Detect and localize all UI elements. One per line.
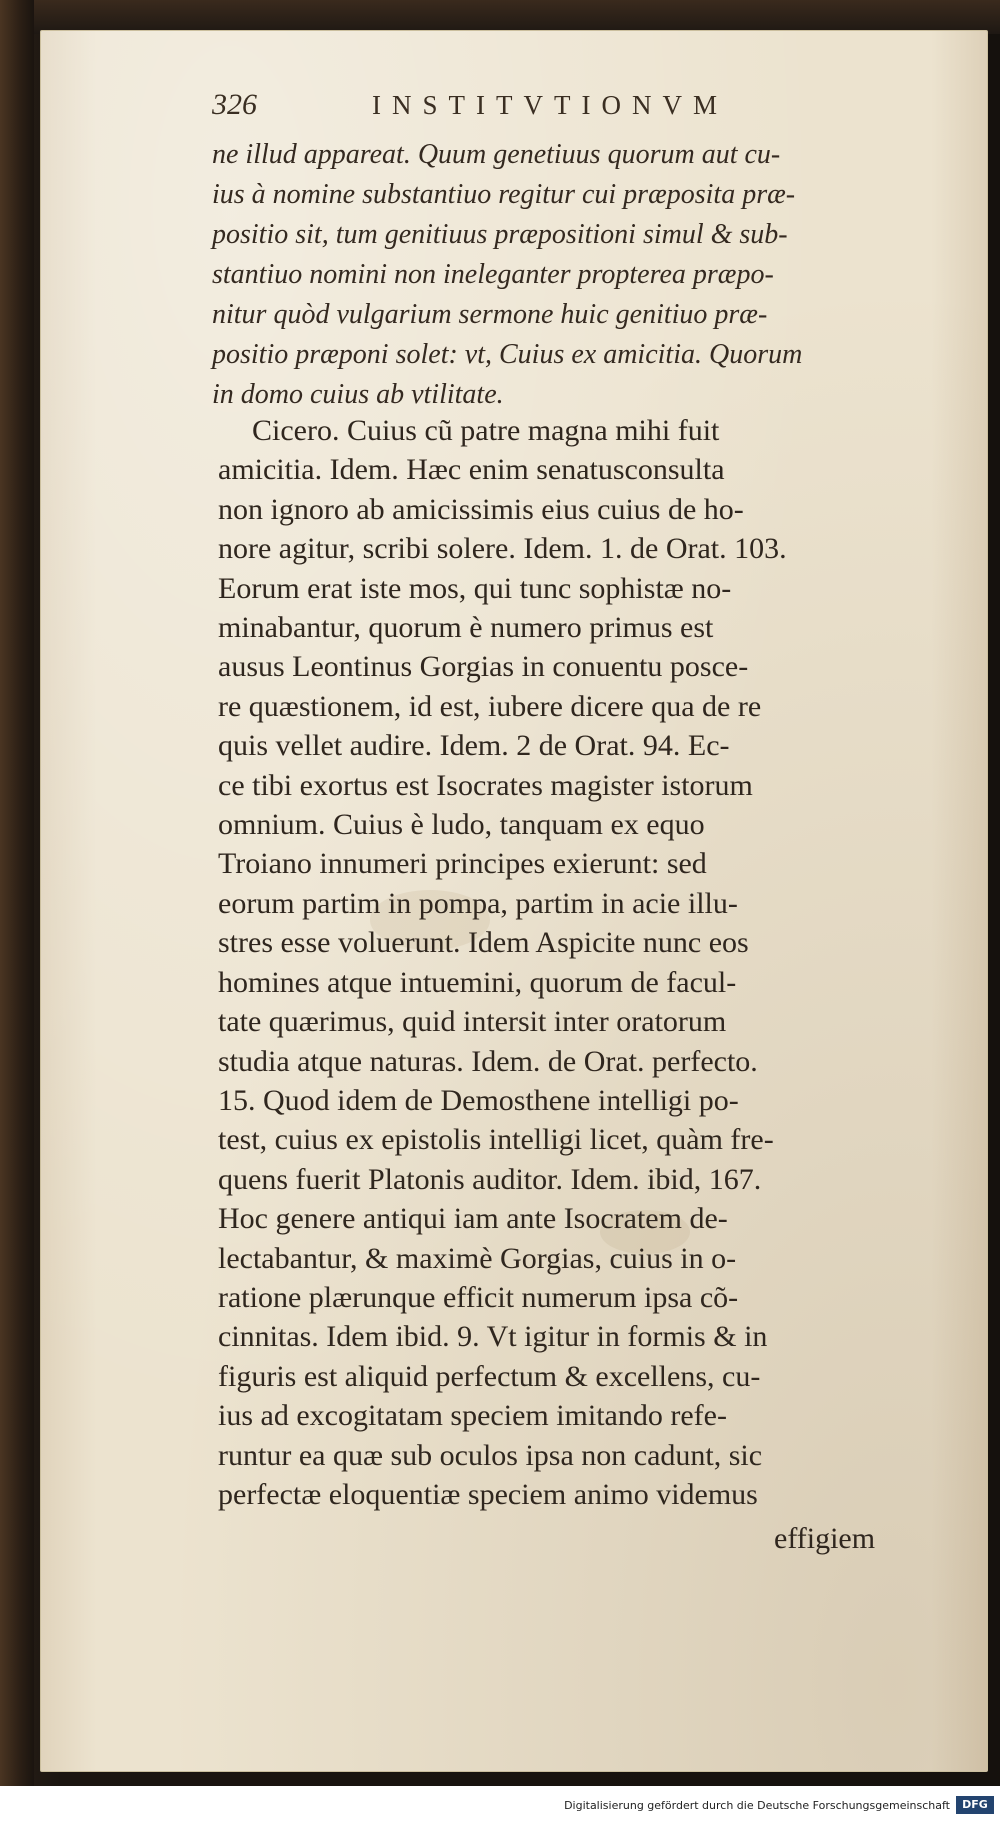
text-line: Eorum erat iste mos, qui tunc sophistæ no- <box>218 571 732 605</box>
text-line: stantiuo nomini non ineleganter propterea præpo- <box>212 259 774 290</box>
text-line: homines atque intuemini, quorum de facul- <box>218 965 737 999</box>
text-line: runtur ea quæ sub oculos ipsa non cadunt, sic <box>218 1438 763 1472</box>
text-line: positio præponi solet: vt, Cuius ex amicitia. Quorum <box>212 339 803 370</box>
book-spine-edge <box>0 0 34 1822</box>
text-line: 15. Quod idem de Demosthene intelligi po- <box>218 1083 739 1117</box>
text-line: studia atque naturas. Idem. de Orat. perfecto. <box>218 1044 758 1078</box>
text-line: non ignoro ab amicissimis eius cuius de ho- <box>218 492 744 526</box>
text-line: stres esse voluerunt. Idem Aspicite nunc eos <box>218 926 749 960</box>
text-line: Hoc genere antiqui iam ante Isocratem de- <box>218 1202 728 1236</box>
text-line: in domo cuius ab vtilitate. <box>212 379 504 410</box>
text-line: omnium. Cuius è ludo, tanquam ex equo <box>218 808 705 842</box>
text-line: nore agitur, scribi solere. Idem. 1. de Orat. 103. <box>218 532 787 566</box>
text-line: quens fuerit Platonis auditor. Idem. ibid, 167. <box>218 1162 762 1196</box>
body-paragraph <box>218 411 908 1514</box>
dfg-logo-icon: DFG <box>956 1796 994 1814</box>
funding-credit: Digitalisierung gefördert durch die Deutsche Forschungsgemeinschaft <box>564 1799 950 1812</box>
text-line: perfectæ eloquentiæ speciem animo videmus <box>218 1477 758 1511</box>
book-cover-edge <box>0 0 1000 34</box>
text-line: tate quærimus, quid intersit inter oratorum <box>218 1005 727 1039</box>
catchword: effigiem <box>774 1522 876 1555</box>
text-line: re quæstionem, id est, iubere dicere qua de re <box>218 689 762 723</box>
text-line: ratione plærunque efficit numerum ipsa cõ- <box>218 1280 739 1314</box>
italic-paragraph <box>212 135 902 415</box>
text-line: nitur quòd vulgarium sermone huic genitiuo præ- <box>212 299 768 330</box>
text-line: quis vellet audire. Idem. 2 de Orat. 94. Ec- <box>218 729 730 763</box>
text-line: ius ad excogitatam speciem imitando refe- <box>218 1399 727 1433</box>
text-line: cinnitas. Idem ibid. 9. Vt igitur in formis & in <box>218 1320 768 1354</box>
text-line: Troiano innumeri principes exierunt: sed <box>218 847 707 881</box>
text-line: test, cuius ex epistolis intelligi licet, quàm fre- <box>218 1123 774 1157</box>
text-line: minabantur, quorum è numero primus est <box>218 611 714 645</box>
text-line: ausus Leontinus Gorgias in conuentu posce- <box>218 650 749 684</box>
text-line: eorum partim in pompa, partim in acie illu- <box>218 886 738 920</box>
page-number: 326 <box>212 88 257 121</box>
text-line: figuris est aliquid perfectum & excellens, cu- <box>218 1359 761 1393</box>
text-line: Cicero. Cuius cũ patre magna mihi fuit <box>252 414 720 447</box>
running-title: INSTITVTIONVM <box>372 90 728 120</box>
text-line: amicitia. Idem. Hæc enim senatusconsulta <box>218 453 725 487</box>
page-header <box>212 88 772 128</box>
text-line: lectabantur, & maximè Gorgias, cuius in o- <box>218 1241 737 1275</box>
text-line: positio sit, tum genitiuus præpositioni simul & sub- <box>212 219 788 250</box>
text-line: ce tibi exortus est Isocrates magister istorum <box>218 768 753 802</box>
text-line: ius à nomine substantiuo regitur cui præposita præ- <box>212 179 796 210</box>
text-line: ne illud appareat. Quum genetiuus quorum aut cu- <box>212 139 781 170</box>
